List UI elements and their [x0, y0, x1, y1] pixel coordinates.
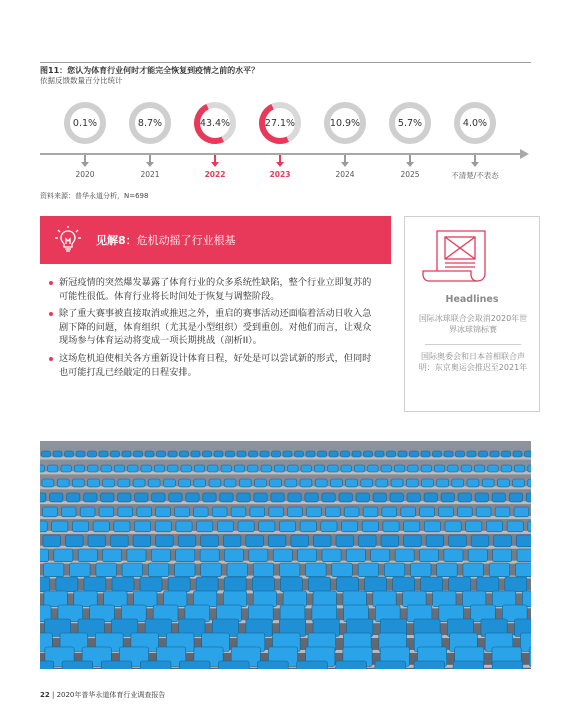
bullet-item: 新冠疫情的突然爆发暴露了体育行业的众多系统性缺陷，整个行业立即复苏的可能性很低。体育行业将长时间处于恢复与调整阶段。 — [49, 276, 379, 303]
value-circle — [454, 102, 496, 144]
value-label: 27.1% — [264, 117, 296, 129]
value-label: 5.7% — [397, 117, 423, 129]
down-arrow-icon — [279, 155, 281, 163]
value-label: 10.9% — [329, 117, 361, 129]
figure-top-rule — [40, 62, 531, 63]
year-label: 2025 — [400, 170, 420, 179]
down-arrow-icon — [84, 155, 86, 163]
year-label: 不清楚/不表态 — [451, 171, 499, 180]
value-circle — [194, 102, 236, 144]
year-label: 2022 — [204, 170, 226, 179]
down-arrow-icon — [409, 155, 411, 163]
value-circle — [64, 102, 106, 144]
year-label: 2024 — [335, 170, 355, 179]
page-number: 22 — [40, 691, 50, 699]
insight-bullets — [49, 276, 379, 383]
figure-source: 资料来源：普华永道分析，N=698 — [40, 192, 149, 200]
year-label: 2020 — [75, 170, 95, 179]
down-arrow-icon — [344, 155, 346, 163]
headline-item: 国际奥委会和日本首相联合声明：东京奥运会推迟至2021年 — [418, 352, 528, 372]
value-label: 8.7% — [137, 117, 163, 129]
bullet-item: 这场危机迫使相关各方重新设计体育日程，好处是可以尝试新的形式，但同时也可能打乱已经敲定的日程安排。 — [49, 352, 379, 379]
value-circle — [324, 102, 366, 144]
lightbulb-icon — [55, 225, 81, 255]
headlines-divider — [425, 344, 521, 345]
insight-banner — [40, 216, 391, 264]
down-arrow-icon — [149, 155, 151, 163]
value-label: 4.0% — [462, 117, 488, 129]
value-circle — [259, 102, 301, 144]
figure-title: 图11：您认为体育行业何时才能完全恢复到疫情之前的水平？ — [40, 66, 260, 75]
insight-title — [96, 232, 236, 248]
value-circle — [129, 102, 171, 144]
page-footer: 22 | 2020年普华永道体育行业调查报告 — [40, 691, 166, 699]
timeline-axis — [40, 153, 522, 155]
bullet-item: 除了重大赛事被直接取消或推迟之外，重启的赛事活动还面临着活动日收入急剧下降的问题，体育组织（尤其是小型组织）受到重创。对他们而言，让观众现场参与体育运动将变成一项长期挑战（剖析II）。 — [49, 307, 379, 348]
value-circle — [389, 102, 431, 144]
timeline-arrow-icon — [520, 149, 529, 159]
year-label: 2023 — [269, 170, 291, 179]
down-arrow-icon — [214, 155, 216, 163]
newspaper-icon — [415, 227, 491, 283]
year-label: 2021 — [140, 170, 160, 179]
stadium-seats-image — [40, 441, 531, 669]
headline-item: 国际冰球联合会取消2020年世界冰球锦标赛 — [418, 314, 528, 334]
value-label: 43.4% — [199, 117, 231, 129]
value-label: 0.1% — [72, 117, 98, 129]
insight-text: 危机动摇了行业根基 — [136, 234, 236, 247]
figure-subtitle: 依据反馈数量百分比统计 — [40, 76, 123, 85]
stadium-seats-photo — [40, 441, 531, 669]
headlines-title: Headlines — [445, 294, 499, 305]
down-arrow-icon — [474, 155, 476, 163]
headlines-box — [404, 216, 540, 412]
insight-label: 见解8： — [96, 234, 137, 247]
footer-text: 2020年普华永道体育行业调查报告 — [56, 691, 166, 699]
